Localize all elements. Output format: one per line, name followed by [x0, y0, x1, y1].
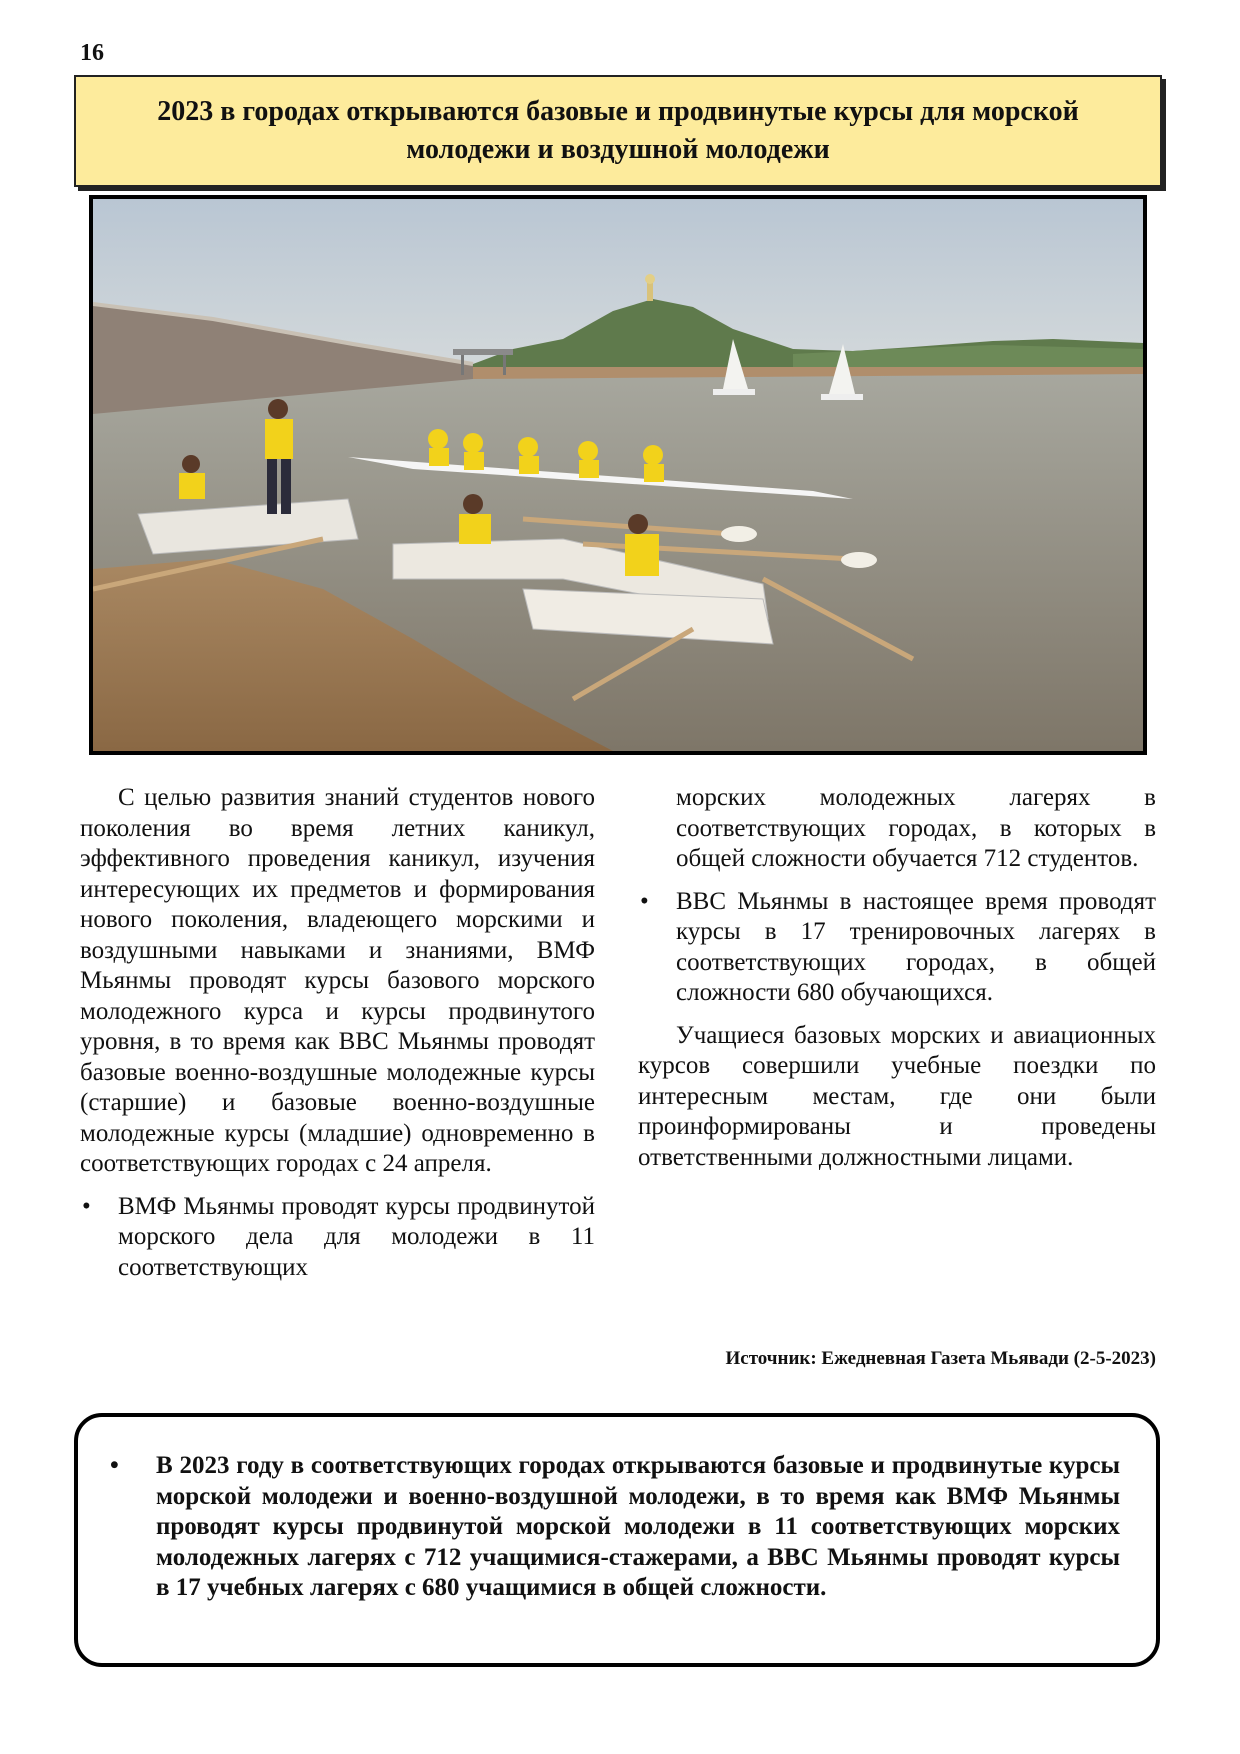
page-number: 16 [80, 40, 104, 66]
photo-illustration [93, 199, 1143, 751]
headline-box [74, 75, 1162, 187]
article-closing: Учащиеся базовых морских и авиационных курсов совершили учебные поездки по интересным местам, где они были проинформированы и проведены ответственными должностными лицами. [638, 1021, 1156, 1171]
summary-box [74, 1413, 1160, 1667]
article-intro: С целью развития знаний студентов нового поколения во время летних каникул, эффективного проведения каникул, изучения интересующих их предметов и формирования нового поколения, владеющего морскими и воздушными навыками и знаниями, ВМФ Мьянмы проводят курсы базового морского молодежного курса и курсы продвинутого уровня, в то время как ВВС Мьянмы проводят базовые военно-воздушные молодежные курсы (старшие) и базовые военно-воздушные молодежные курсы (младшие) одновременно в соответствующих городах с 24 апреля. [80, 784, 595, 1177]
article-column-left [80, 783, 595, 1283]
source-credit: Источник: Ежедневная Газета Мьявади (2-5-2023) [725, 1348, 1156, 1369]
bullet-navy-text-part2: морских молодежных лагерях в соответствующих городах, в которых в общей сложности обучается 712 студентов. [676, 784, 1156, 872]
photo-rowing-training [89, 195, 1147, 755]
headline: 2023 в городах открываются базовые и продвинутые курсы для морской молодежи и воздушной молодежи [157, 96, 1079, 165]
article-column-right [638, 783, 1156, 1173]
bullet-airforce-courses [638, 887, 1156, 1009]
bullet-navy-courses [80, 1192, 595, 1284]
bullet-navy-text-part1: ВМФ Мьянмы проводят курсы продвинутой морского дела для молодежи в 11 соответствующих [118, 1192, 595, 1281]
bullet-airforce-text: ВВС Мьянмы в настоящее время проводят курсы в 17 тренировочных лагерях в соответствующих городах, в общей сложности 680 обучающихся. [676, 887, 1156, 1006]
summary-bullet: • В 2023 году в соответствующих городах открываются базовые и продвинутые курсы морской молодежи и военно-воздушной молодежи, в то время как ВМФ Мьянмы проводят курсы продвинутой морской молодежи в 11 соответствующих морских молодежных лагерях с 712 учащимися-стажерами, а ВВС Мьянмы проводят курсы в 17 учебных лагерях с 680 учащимися в общей сложности. [130, 1451, 1120, 1604]
